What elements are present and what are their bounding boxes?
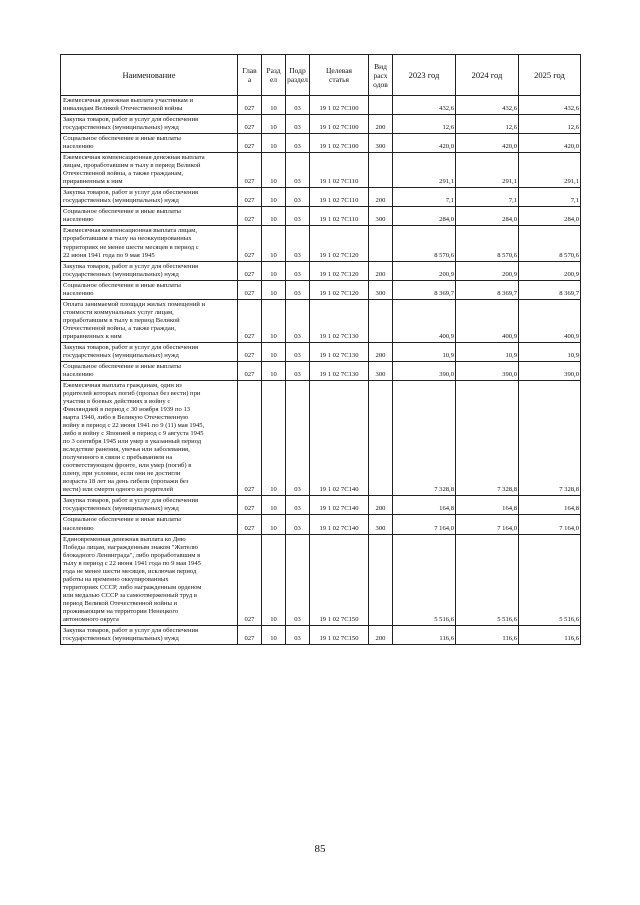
cell-2025: 116,6 [519, 625, 581, 644]
cell-glava: 027 [238, 96, 262, 115]
cell-2025: 420,0 [519, 134, 581, 153]
cell-podrazdel: 03 [286, 299, 310, 342]
table-row [61, 342, 581, 361]
header-razdel: Разд ел [262, 55, 286, 96]
table-body [61, 96, 581, 645]
cell-name: Социальное обеспечение и иные выплаты населению [61, 361, 238, 380]
cell-vid [369, 153, 393, 188]
cell-vid: 200 [369, 342, 393, 361]
cell-glava: 027 [238, 134, 262, 153]
table-row [61, 207, 581, 226]
cell-vid [369, 226, 393, 261]
header-statya: Целевая статья [310, 55, 369, 96]
table-row [61, 534, 581, 625]
cell-statya: 19 1 02 7С120 [310, 226, 369, 261]
cell-2025: 432,6 [519, 96, 581, 115]
cell-vid [369, 534, 393, 625]
cell-vid: 300 [369, 207, 393, 226]
cell-2024: 400,9 [456, 299, 519, 342]
cell-statya: 19 1 02 7С130 [310, 342, 369, 361]
header-vid: Вид расх одов [369, 55, 393, 96]
cell-statya: 19 1 02 7С130 [310, 361, 369, 380]
cell-2023: 7,1 [393, 188, 456, 207]
cell-podrazdel: 03 [286, 515, 310, 534]
cell-name: Ежемесячная выплата гражданам, один из родителей которых погиб (пропал без вести) при участии в боевых действиях в войну с Финляндией в период с 30 ноября 1939 по 13 марта 1940, либо в Великую Отечественную войну в период с 22 июня 1941 по 9 (11) мая 1945, либо в войну с Японией в период с 9 августа 1945 по 3 сентября 1945 или умер в указанный период вследствие ранения, увечья или заболевания, полученного в связи с пребыванием на соответствующем фронте, или умер (погиб) в плену, при условии, если они не достигли возраста 18 лет на день гибели (пропажи без вести) или смерти одного из родителей [61, 380, 238, 495]
table-row [61, 96, 581, 115]
cell-2023: 8 570,6 [393, 226, 456, 261]
cell-vid: 200 [369, 496, 393, 515]
cell-razdel: 10 [262, 342, 286, 361]
cell-2024: 8 570,6 [456, 226, 519, 261]
cell-2025: 390,0 [519, 361, 581, 380]
cell-statya: 19 1 02 7С140 [310, 496, 369, 515]
table-row [61, 496, 581, 515]
cell-razdel: 10 [262, 115, 286, 134]
cell-2023: 7 328,8 [393, 380, 456, 495]
cell-2025: 8 369,7 [519, 280, 581, 299]
budget-table [60, 54, 581, 645]
cell-razdel: 10 [262, 134, 286, 153]
cell-2025: 5 516,6 [519, 534, 581, 625]
cell-podrazdel: 03 [286, 496, 310, 515]
cell-2023: 5 516,6 [393, 534, 456, 625]
cell-podrazdel: 03 [286, 280, 310, 299]
cell-vid [369, 96, 393, 115]
cell-podrazdel: 03 [286, 361, 310, 380]
table-row [61, 134, 581, 153]
cell-glava: 027 [238, 299, 262, 342]
cell-2024: 12,6 [456, 115, 519, 134]
cell-glava: 027 [238, 115, 262, 134]
cell-podrazdel: 03 [286, 261, 310, 280]
cell-2025: 7,1 [519, 188, 581, 207]
cell-2023: 432,6 [393, 96, 456, 115]
cell-podrazdel: 03 [286, 188, 310, 207]
cell-statya: 19 1 02 7С100 [310, 115, 369, 134]
cell-name: Закупка товаров, работ и услуг для обеспечения государственных (муниципальных) нужд [61, 188, 238, 207]
cell-podrazdel: 03 [286, 96, 310, 115]
cell-2023: 8 369,7 [393, 280, 456, 299]
cell-statya: 19 1 02 7С150 [310, 625, 369, 644]
cell-vid [369, 299, 393, 342]
cell-statya: 19 1 02 7С150 [310, 534, 369, 625]
table-row [61, 515, 581, 534]
cell-2023: 400,9 [393, 299, 456, 342]
cell-glava: 027 [238, 207, 262, 226]
cell-2023: 390,0 [393, 361, 456, 380]
cell-podrazdel: 03 [286, 134, 310, 153]
cell-glava: 027 [238, 380, 262, 495]
cell-statya: 19 1 02 7С100 [310, 96, 369, 115]
cell-glava: 027 [238, 496, 262, 515]
cell-statya: 19 1 02 7С100 [310, 134, 369, 153]
cell-2023: 164,8 [393, 496, 456, 515]
cell-podrazdel: 03 [286, 207, 310, 226]
cell-name: Закупка товаров, работ и услуг для обеспечения государственных (муниципальных) нужд [61, 261, 238, 280]
cell-glava: 027 [238, 625, 262, 644]
cell-2024: 420,0 [456, 134, 519, 153]
cell-name: Закупка товаров, работ и услуг для обеспечения государственных (муниципальных) нужд [61, 342, 238, 361]
cell-name: Социальное обеспечение и иные выплаты населению [61, 515, 238, 534]
cell-2025: 12,6 [519, 115, 581, 134]
cell-2024: 200,9 [456, 261, 519, 280]
cell-2023: 200,9 [393, 261, 456, 280]
cell-name: Единовременная денежная выплата ко Дню Победы лицам, награжденным знаком "Жителю блокадного Ленинграда", либо проработавшим в тылу в период с 22 июня 1941 года по 9 мая 1945 года не менее шести месяцев, исключая период работы на временно оккупированных территориях СССР, либо награжденным орденом или медалью СССР за самоотверженный труд в период Великой Отечественной войны и проживающим на территории Ненецкого автономного округа [61, 534, 238, 625]
cell-razdel: 10 [262, 153, 286, 188]
cell-glava: 027 [238, 515, 262, 534]
cell-statya: 19 1 02 7С130 [310, 299, 369, 342]
cell-statya: 19 1 02 7С140 [310, 380, 369, 495]
table-row [61, 261, 581, 280]
cell-2024: 8 369,7 [456, 280, 519, 299]
cell-2023: 420,0 [393, 134, 456, 153]
cell-glava: 027 [238, 261, 262, 280]
cell-2023: 10,9 [393, 342, 456, 361]
cell-razdel: 10 [262, 380, 286, 495]
table-row [61, 380, 581, 495]
cell-2025: 10,9 [519, 342, 581, 361]
page-number: 85 [314, 843, 326, 855]
cell-2024: 7 164,0 [456, 515, 519, 534]
cell-razdel: 10 [262, 534, 286, 625]
cell-vid: 300 [369, 280, 393, 299]
cell-2023: 116,6 [393, 625, 456, 644]
cell-2023: 12,6 [393, 115, 456, 134]
cell-razdel: 10 [262, 188, 286, 207]
header-glava: Глав а [238, 55, 262, 96]
cell-name: Ежемесячная денежная выплата участникам и инвалидам Великой Отечественной войны [61, 96, 238, 115]
cell-2024: 7 328,8 [456, 380, 519, 495]
table-header-row [61, 55, 581, 96]
cell-glava: 027 [238, 188, 262, 207]
cell-razdel: 10 [262, 625, 286, 644]
cell-podrazdel: 03 [286, 342, 310, 361]
cell-statya: 19 1 02 7С110 [310, 153, 369, 188]
cell-2023: 291,1 [393, 153, 456, 188]
cell-2023: 284,0 [393, 207, 456, 226]
cell-podrazdel: 03 [286, 380, 310, 495]
cell-2024: 5 516,6 [456, 534, 519, 625]
cell-2023: 7 164,0 [393, 515, 456, 534]
table-row [61, 280, 581, 299]
table-row [61, 361, 581, 380]
cell-2024: 291,1 [456, 153, 519, 188]
table-row [61, 625, 581, 644]
cell-razdel: 10 [262, 361, 286, 380]
cell-2024: 284,0 [456, 207, 519, 226]
table-row [61, 226, 581, 261]
cell-2024: 10,9 [456, 342, 519, 361]
cell-name: Закупка товаров, работ и услуг для обеспечения государственных (муниципальных) нужд [61, 496, 238, 515]
cell-razdel: 10 [262, 261, 286, 280]
header-2024: 2024 год [456, 55, 519, 96]
header-name: Наименование [61, 55, 238, 96]
table-row [61, 115, 581, 134]
cell-podrazdel: 03 [286, 625, 310, 644]
cell-glava: 027 [238, 280, 262, 299]
cell-2025: 400,9 [519, 299, 581, 342]
cell-razdel: 10 [262, 280, 286, 299]
cell-2025: 8 570,6 [519, 226, 581, 261]
cell-name: Ежемесячная компенсационная денежная выплата лицам, проработавшим в тылу в период Великой Отечественной войны, а также гражданам, приравненным к ним [61, 153, 238, 188]
cell-2025: 7 164,0 [519, 515, 581, 534]
cell-name: Оплата занимаемой площади жилых помещений и стоимости коммунальных услуг лицам, проработавшим в тылу в период Великой Отечественной войны, а также граждан, приравненных к ним [61, 299, 238, 342]
cell-vid: 200 [369, 261, 393, 280]
cell-vid [369, 380, 393, 495]
cell-name: Социальное обеспечение и иные выплаты населению [61, 134, 238, 153]
cell-podrazdel: 03 [286, 153, 310, 188]
cell-podrazdel: 03 [286, 115, 310, 134]
header-podrazdel: Подр раздел [286, 55, 310, 96]
table-row [61, 299, 581, 342]
cell-vid: 300 [369, 134, 393, 153]
cell-glava: 027 [238, 342, 262, 361]
cell-podrazdel: 03 [286, 534, 310, 625]
cell-name: Социальное обеспечение и иные выплаты населению [61, 280, 238, 299]
cell-vid: 200 [369, 188, 393, 207]
cell-razdel: 10 [262, 299, 286, 342]
cell-razdel: 10 [262, 226, 286, 261]
cell-glava: 027 [238, 153, 262, 188]
cell-name: Ежемесячная компенсационная выплата лицам, проработавшим в тылу на неоккупированных территориях не менее шести месяцев в период с 22 июня 1941 года по 9 мая 1945 [61, 226, 238, 261]
cell-2025: 200,9 [519, 261, 581, 280]
cell-2025: 291,1 [519, 153, 581, 188]
cell-razdel: 10 [262, 515, 286, 534]
cell-2025: 284,0 [519, 207, 581, 226]
cell-2024: 432,6 [456, 96, 519, 115]
cell-vid: 200 [369, 625, 393, 644]
header-2023: 2023 год [393, 55, 456, 96]
cell-name: Закупка товаров, работ и услуг для обеспечения государственных (муниципальных) нужд [61, 625, 238, 644]
cell-name: Закупка товаров, работ и услуг для обеспечения государственных (муниципальных) нужд [61, 115, 238, 134]
cell-statya: 19 1 02 7С110 [310, 188, 369, 207]
cell-statya: 19 1 02 7С110 [310, 207, 369, 226]
cell-statya: 19 1 02 7С120 [310, 261, 369, 280]
cell-2025: 164,8 [519, 496, 581, 515]
cell-2025: 7 328,8 [519, 380, 581, 495]
cell-vid: 300 [369, 515, 393, 534]
cell-glava: 027 [238, 226, 262, 261]
header-2025: 2025 год [519, 55, 581, 96]
cell-vid: 300 [369, 361, 393, 380]
cell-2024: 7,1 [456, 188, 519, 207]
cell-razdel: 10 [262, 207, 286, 226]
cell-2024: 116,6 [456, 625, 519, 644]
cell-razdel: 10 [262, 96, 286, 115]
cell-2024: 164,8 [456, 496, 519, 515]
cell-statya: 19 1 02 7С120 [310, 280, 369, 299]
cell-glava: 027 [238, 361, 262, 380]
cell-name: Социальное обеспечение и иные выплаты населению [61, 207, 238, 226]
table-row [61, 153, 581, 188]
cell-podrazdel: 03 [286, 226, 310, 261]
table-row [61, 188, 581, 207]
cell-2024: 390,0 [456, 361, 519, 380]
cell-statya: 19 1 02 7С140 [310, 515, 369, 534]
cell-razdel: 10 [262, 496, 286, 515]
cell-vid: 200 [369, 115, 393, 134]
cell-glava: 027 [238, 534, 262, 625]
